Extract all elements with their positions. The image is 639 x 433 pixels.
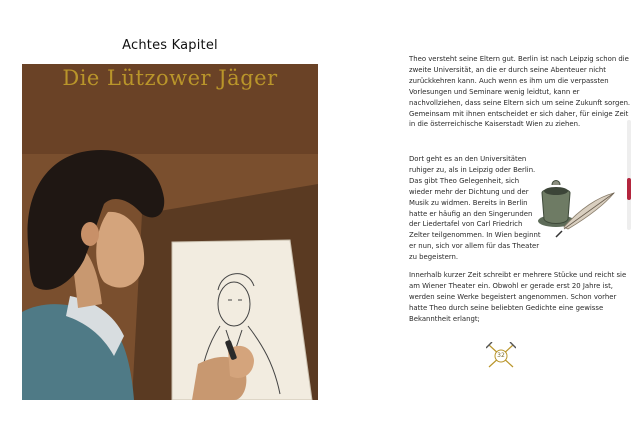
girl-ear <box>81 222 99 246</box>
paragraph-3: Innerhalb kurzer Zeit schreibt er mehrere Stücke und reicht sie am Wiener Theater ein. Obwohl er gerade erst 20 Jahre ist, werden seine Werke begeistert angenommen. Schon vorher hatte Theo durch seine beliebten Gedichte eine gewisse Bekanntheit erlangt; <box>409 271 627 323</box>
paragraph-1: Theo versteht seine Eltern gut. Berlin ist nach Leipzig schon die zweite Universität, an die er durch seine Abenteuer nicht zurückkehren kann. Auch wenn es ihm um die verpassten Vorlesungen und Seminare wenig leidtut, kann er nachvollziehen, dass seine Eltern sich um seine Zukunft sorgen. Gemeinsam mit ihnen entscheidet er sich daher, für einige Zeit in die österreichische Kaiserstadt Wien zu ziehen. <box>409 55 631 129</box>
illustration <box>22 64 318 400</box>
right-page <box>344 4 632 400</box>
scrollbar-thumb[interactable] <box>627 178 631 200</box>
chapter-label: Achtes Kapitel <box>122 38 218 53</box>
page-number: 32 <box>497 352 505 359</box>
scrollbar-track[interactable] <box>627 120 631 230</box>
left-page <box>22 4 318 400</box>
paragraph-2: Dort geht es an den Universitäten ruhiger zu, als in Leipzig oder Berlin. Das gibt Theo Gelegenheit, sich wieder mehr der Dichtung und der Musik zu widmen. Bereits in Berlin hatte er häufig an den Singerunden der Liedertafel von Carl Friedrich Zelter teilgenommen. In Wien beginnt er nun, sich vor allem für das Theater zu begeistern. <box>409 155 541 262</box>
inkwell-quill-icon <box>534 169 616 239</box>
chapter-title: Die Lützower Jäger <box>62 66 278 90</box>
